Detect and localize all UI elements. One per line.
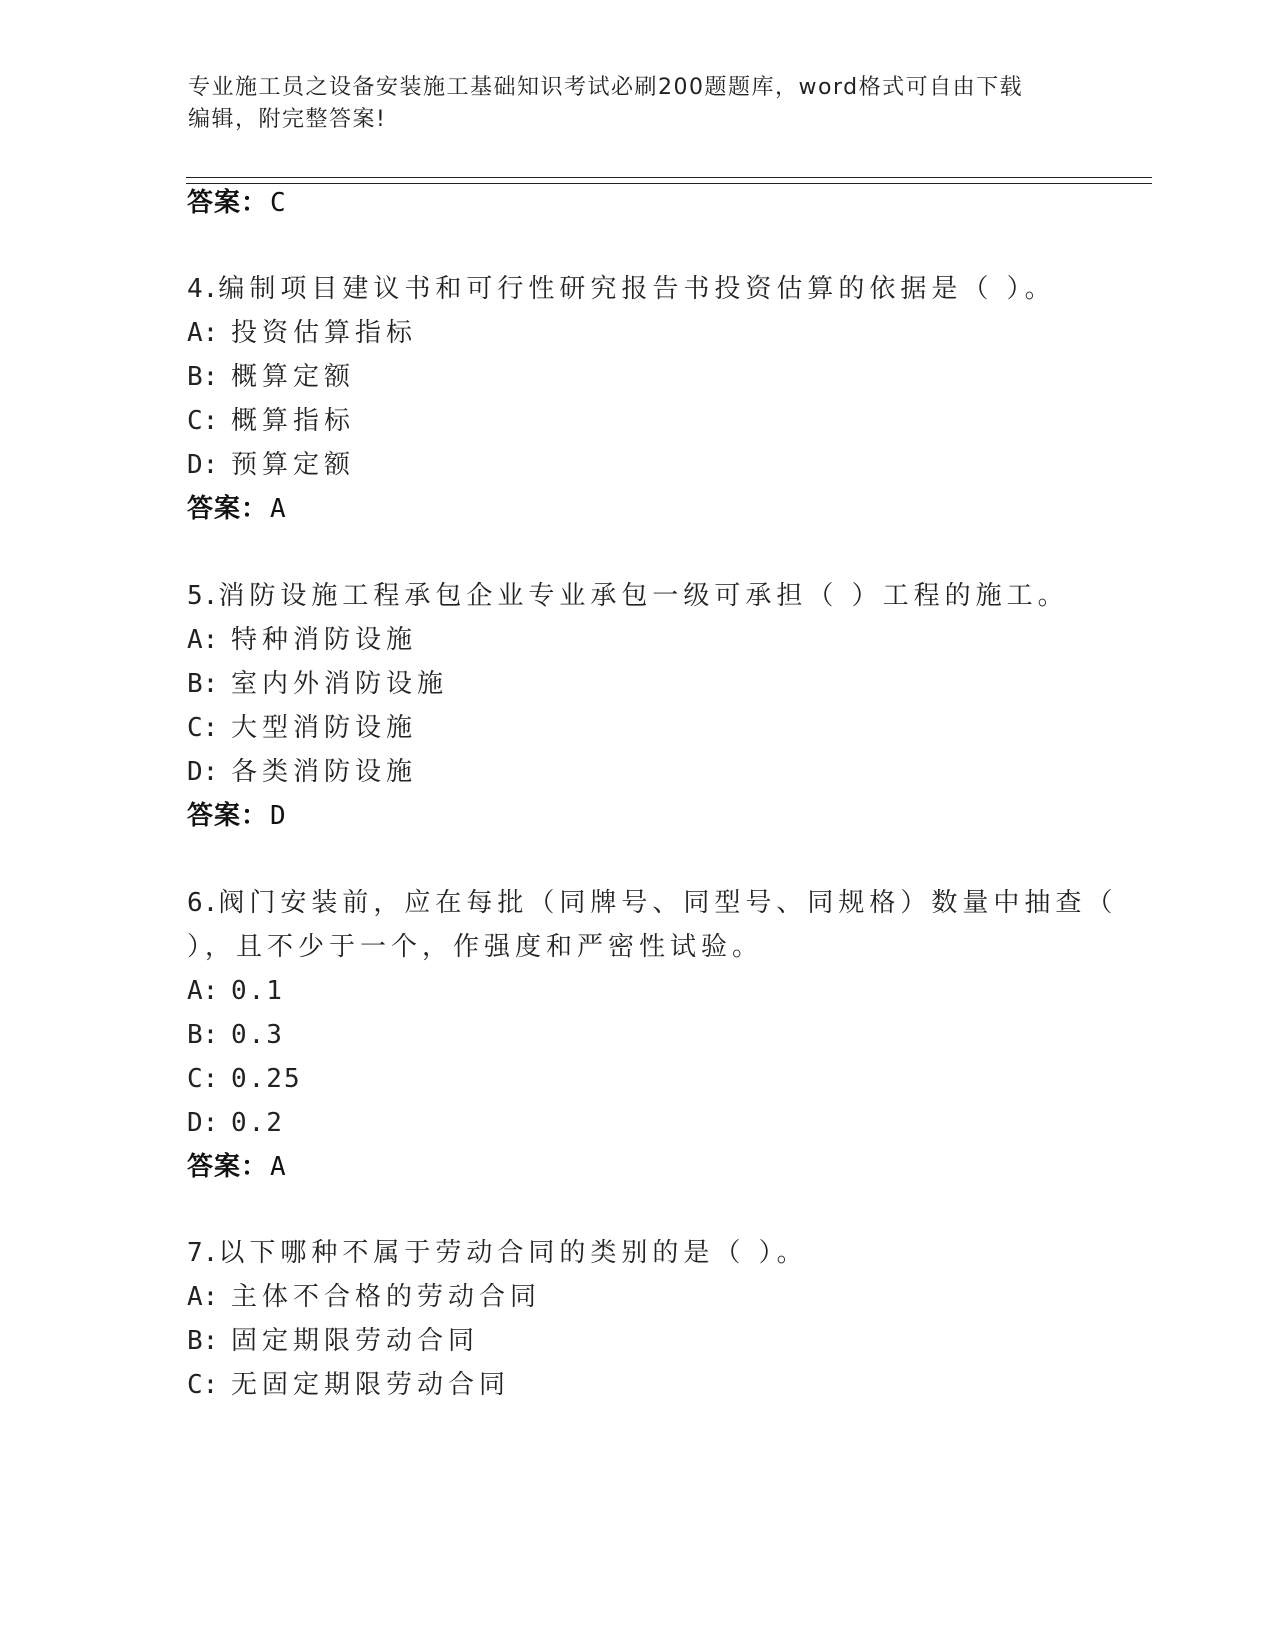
q4-option-b (187, 360, 355, 394)
header-title-line-1: 专业施工员之设备安装施工基础知识考试必刷200题题库，word格式可自由下载 (188, 75, 1024, 100)
document-header (188, 72, 1068, 136)
option-text: 投资估算指标 (231, 318, 418, 348)
question-text: 编制项目建议书和可行性研究报告书投资估算的依据是（ ）。 (218, 274, 1056, 304)
q5-option-a (187, 623, 417, 657)
q5-option-b (187, 667, 448, 701)
option-key: A: (187, 1282, 219, 1312)
option-text: 0.3 (231, 1020, 284, 1050)
option-key: B: (187, 1326, 219, 1356)
question-text-line-2: ），且不少于一个，作强度和严密性试验。 (187, 932, 764, 962)
q6-option-d (187, 1106, 284, 1140)
option-key: A: (187, 625, 219, 655)
option-key: C: (187, 1370, 219, 1400)
answer-value: C (270, 188, 287, 218)
option-text: 0.1 (231, 976, 284, 1006)
question-number: 5. (187, 581, 219, 611)
option-key: C: (187, 406, 219, 436)
option-key: D: (187, 450, 219, 480)
q4-option-c (187, 404, 355, 438)
q7-option-c (187, 1368, 510, 1402)
q4-answer (187, 492, 287, 526)
option-key: A: (187, 976, 219, 1006)
answer-value: D (270, 801, 287, 831)
option-text: 室内外消防设施 (231, 669, 449, 699)
question-number: 6. (187, 888, 219, 918)
option-key: B: (187, 1020, 219, 1050)
q6-option-a (187, 974, 284, 1008)
q7-option-b (187, 1324, 479, 1358)
option-text: 无固定期限劳动合同 (231, 1370, 511, 1400)
option-text: 概算定额 (231, 362, 356, 392)
option-text: 主体不合格的劳动合同 (231, 1282, 542, 1312)
header-divider-top (186, 177, 1152, 178)
option-text: 0.25 (231, 1064, 302, 1094)
q6-answer (187, 1150, 287, 1184)
question-text-line-1: 阀门安装前，应在每批（同牌号、同型号、同规格）数量中抽查（ (218, 888, 1118, 918)
header-title-line-2: 编辑，附完整答案! (188, 107, 387, 132)
question-number: 4. (187, 274, 219, 304)
question-7 (187, 1236, 808, 1270)
answer-label: 答案： (187, 494, 269, 524)
q5-option-c (187, 711, 417, 745)
option-text: 大型消防设施 (231, 713, 418, 743)
header-divider-bottom (186, 183, 1152, 184)
question-6-continued (187, 930, 763, 964)
option-key: C: (187, 713, 219, 743)
q5-answer (187, 799, 287, 833)
option-text: 概算指标 (231, 406, 356, 436)
option-text: 预算定额 (231, 450, 356, 480)
question-number: 7. (187, 1238, 219, 1268)
option-key: D: (187, 757, 219, 787)
option-key: D: (187, 1108, 219, 1138)
answer-value: A (270, 494, 287, 524)
q4-option-a (187, 316, 417, 350)
q5-option-d (187, 755, 417, 789)
option-text: 固定期限劳动合同 (231, 1326, 480, 1356)
question-text: 消防设施工程承包企业专业承包一级可承担（ ）工程的施工。 (218, 581, 1069, 611)
q6-option-b (187, 1018, 284, 1052)
question-6 (187, 886, 1117, 920)
q6-option-c (187, 1062, 302, 1096)
answer-value: A (270, 1152, 287, 1182)
option-key: B: (187, 669, 219, 699)
option-key: A: (187, 318, 219, 348)
answer-label: 答案： (187, 801, 269, 831)
option-text: 各类消防设施 (231, 757, 418, 787)
q4-option-d (187, 448, 355, 482)
answer-label: 答案： (187, 188, 269, 218)
option-key: C: (187, 1064, 219, 1094)
answer-prev (187, 186, 287, 220)
question-4 (187, 272, 1056, 306)
question-5 (187, 579, 1069, 613)
question-text: 以下哪种不属于劳动合同的类别的是（ ）。 (218, 1238, 808, 1268)
answer-label: 答案： (187, 1152, 269, 1182)
option-text: 特种消防设施 (231, 625, 418, 655)
q7-option-a (187, 1280, 541, 1314)
option-text: 0.2 (231, 1108, 284, 1138)
option-key: B: (187, 362, 219, 392)
